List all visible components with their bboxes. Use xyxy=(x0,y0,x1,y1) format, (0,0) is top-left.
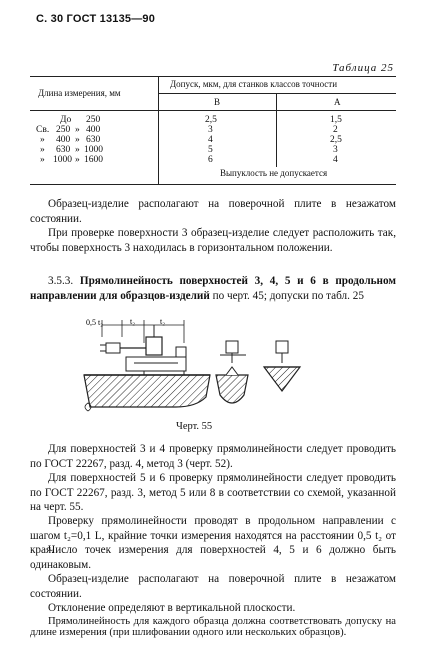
profile-section-1 xyxy=(216,341,248,403)
table-note: Выпуклость не допускается xyxy=(220,168,328,178)
col-header-class-b: В xyxy=(214,97,221,107)
col-header-length: Длина измерения, мм xyxy=(38,88,121,98)
sample-body xyxy=(84,375,210,407)
table-bottom-rule xyxy=(30,184,396,185)
paragraph-5: Для поверхностей 5 и 6 проверку прямолинейности следует проводить по ГОСТ 22267, разд. 3, метод 5 или 8 в соответствии со схемой, указанной на черт. 55. xyxy=(30,472,396,513)
table-mid-rule xyxy=(158,93,396,94)
table-top-rule xyxy=(30,76,396,77)
section-title: Прямолинейность поверхностей 3, 4, 5 и 6 в продольном направлении для образцов-изделий xyxy=(30,275,397,302)
table-divider-1 xyxy=(158,76,159,184)
section-rest: по черт. 45; допуски по табл. 25 xyxy=(212,289,364,302)
dim-label-end: t₂ xyxy=(160,317,166,326)
profile-section-2 xyxy=(264,341,300,391)
paragraph-8: Образец-изделие располагают на поверочной плите в незажатом состоянии. xyxy=(30,573,396,600)
col-header-tolerance: Допуск, мкм, для станков классов точности xyxy=(170,79,338,89)
drawing-55 xyxy=(80,315,320,419)
paragraph-9: Отклонение определяют в вертикальной плоскости. xyxy=(48,602,296,614)
table-number: Таблица 25 xyxy=(332,62,394,74)
figure-caption: Черт. 55 xyxy=(176,421,213,432)
paragraph-2: При проверке поверхности 3 образец-изделие следует расположить так, чтобы поверхность 3 находилась в горизонтальном положении. xyxy=(30,227,396,254)
paragraph-4: Для поверхностей 3 и 4 проверку прямолинейности следует проводить по ГОСТ 22267, разд. 4, метод 3 (черт. 52). xyxy=(30,443,396,470)
section-number: 3.5.3. xyxy=(48,275,74,287)
paragraph-7: Число точек измерения для поверхностей 4, 5 и 6 должно быть одинаковым. xyxy=(30,544,396,571)
section-3-5-3 xyxy=(30,274,396,303)
dim-label-mid: t₂ xyxy=(130,317,136,326)
dimension-line xyxy=(102,320,184,343)
col-header-class-a: А xyxy=(334,97,341,107)
paragraph-10: Прямолинейность для каждого образца должна соответствовать допуску на длине измерения (при шлифовании одного или нескольких образцов). xyxy=(30,616,396,638)
paragraph-1: Образец-изделие располагают на поверочной плите в незажатом состоянии. xyxy=(30,198,396,225)
paragraph-6: Проверку прямолинейности проводят в продольном направлении с шагом t₂=0,1 L, крайние точки измерения находятся на расстоянии 0,5 t₂ от края. xyxy=(30,515,396,556)
table-divider-2 xyxy=(276,93,277,167)
page-header: С. 30 ГОСТ 13135—90 xyxy=(36,13,156,25)
dim-label-start: 0,5 t₂ xyxy=(86,318,104,327)
table-header-bottom-rule xyxy=(30,110,396,111)
